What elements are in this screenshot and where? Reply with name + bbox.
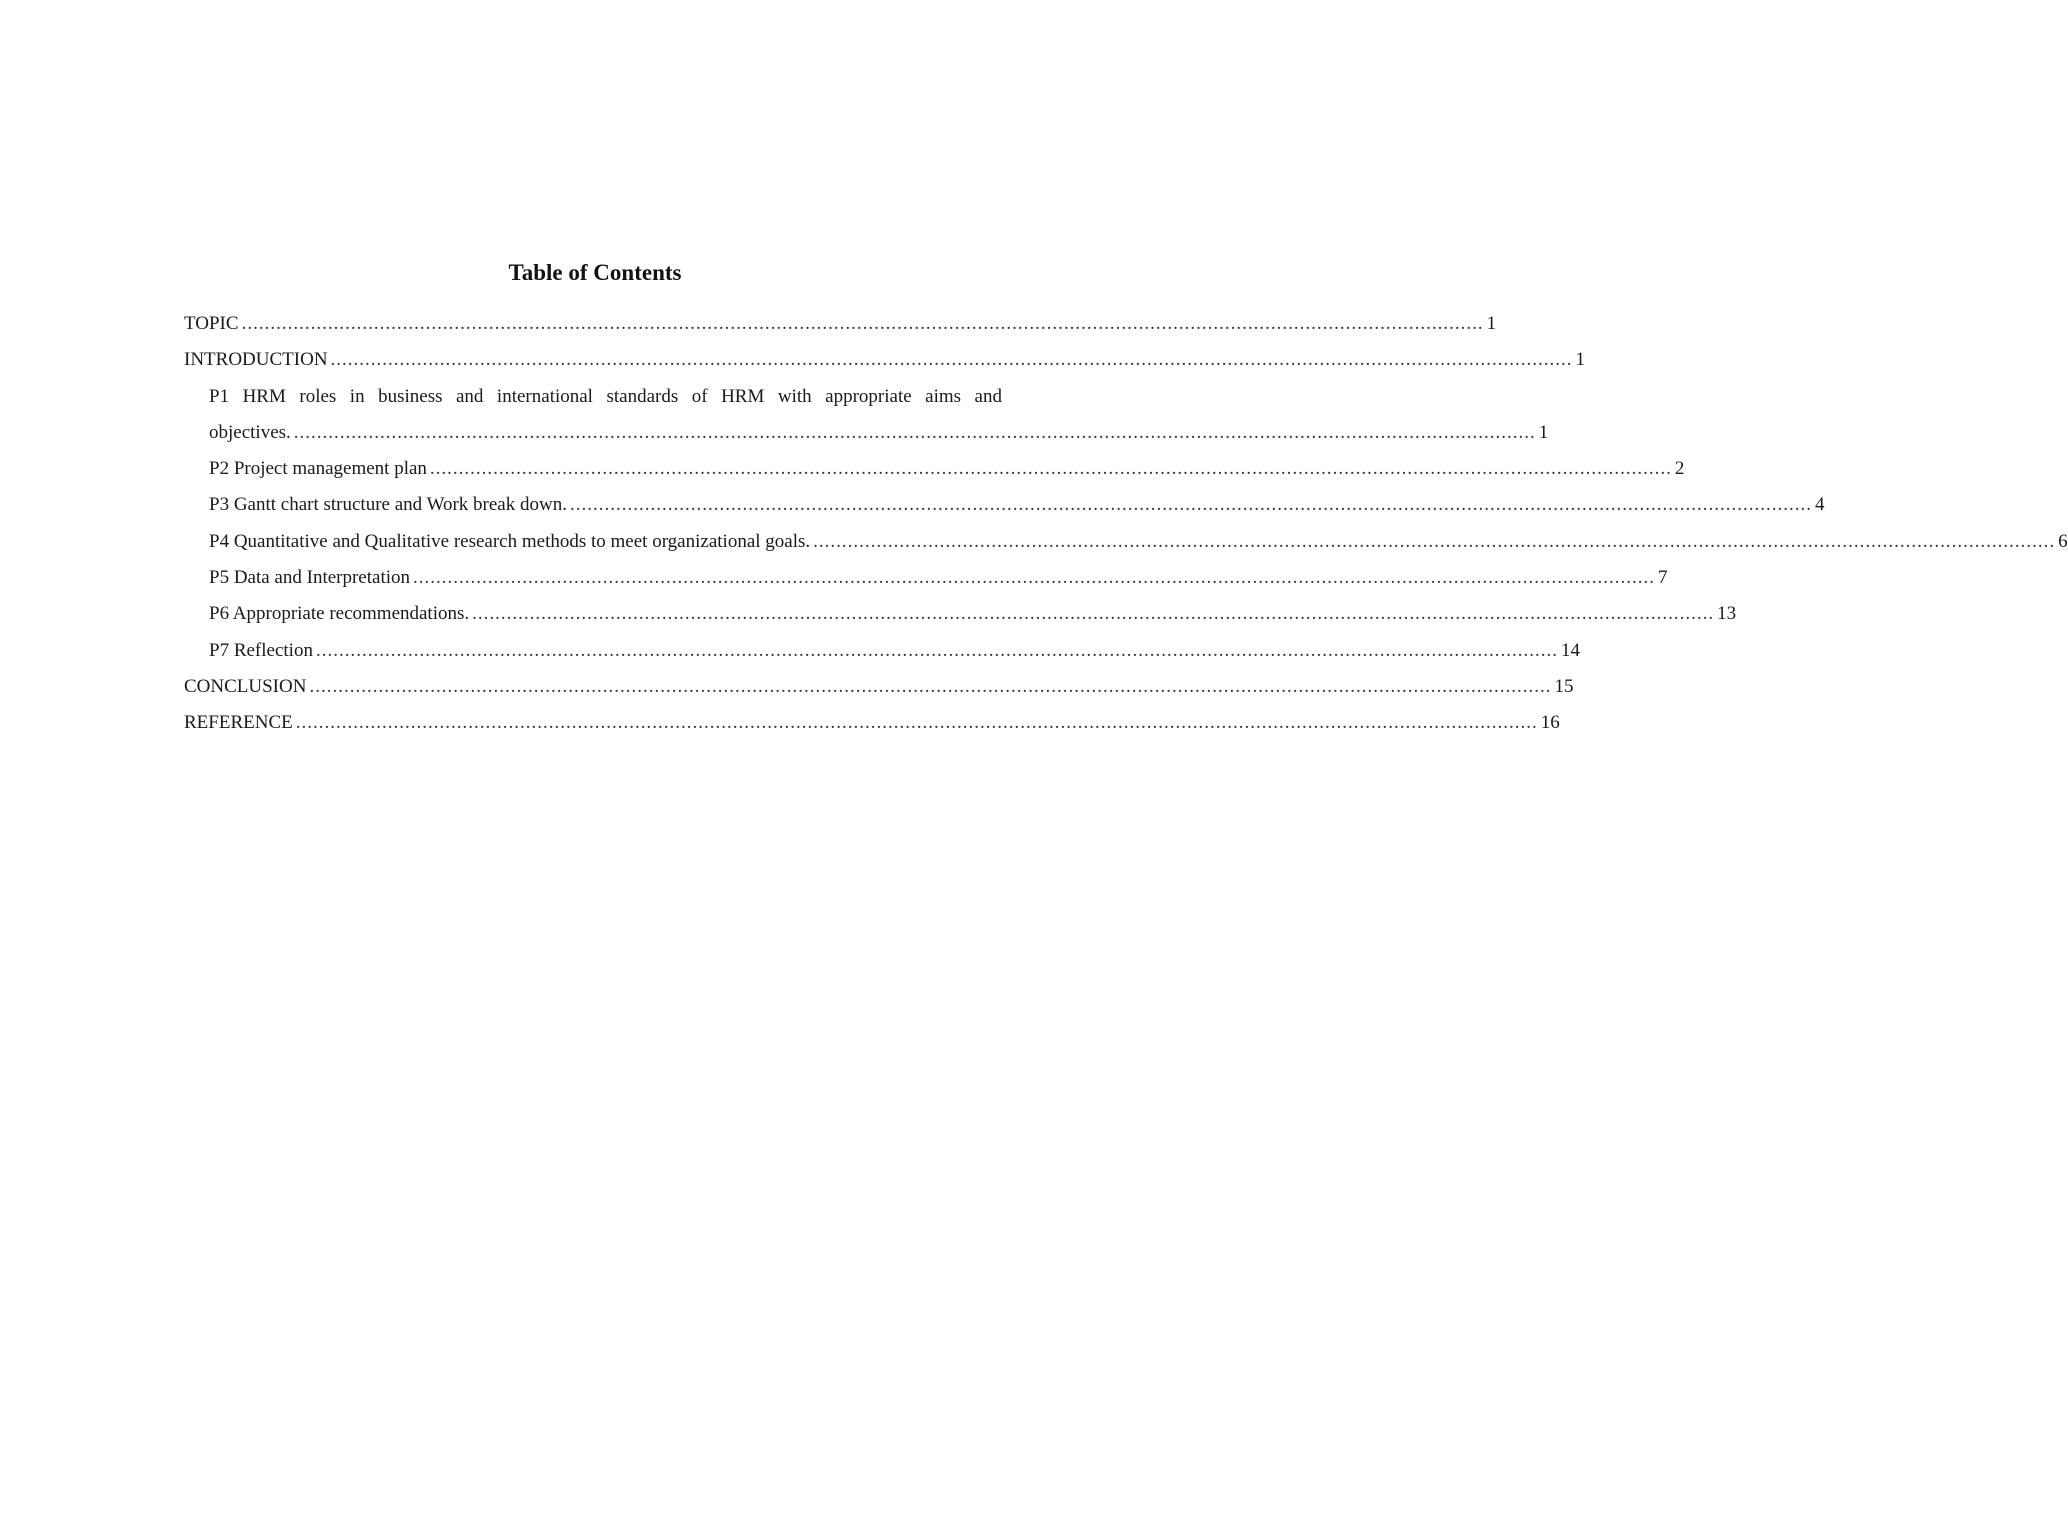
dot-leader: ........................................................................................................................................................................................................................ bbox=[293, 421, 1536, 443]
toc-entry-label: P5 Data and Interpretation bbox=[209, 567, 411, 589]
toc-title: Table of Contents bbox=[508, 260, 682, 285]
toc-entry-conclusion[interactable] bbox=[184, 669, 1574, 705]
toc-entry-p7[interactable] bbox=[209, 633, 1580, 669]
toc-entry-label-line2: objectives. bbox=[209, 421, 291, 443]
toc-entry-p3[interactable] bbox=[209, 487, 1825, 523]
toc-entry-label-line1: P1 HRM roles in business and international standards of HRM with appropriate aims and bbox=[209, 385, 1002, 407]
toc-entry-label: P6 Appropriate recommendations. bbox=[209, 603, 470, 625]
dot-leader: ........................................................................................................................................................................................................................ bbox=[429, 458, 1672, 480]
dot-leader: ........................................................................................................................................................................................................................ bbox=[413, 567, 1656, 589]
toc-page-number: 1 bbox=[1538, 421, 1549, 443]
toc-entry-label: TOPIC bbox=[184, 313, 239, 334]
dot-leader: ........................................................................................................................................................................................................................ bbox=[241, 313, 1484, 334]
toc-page-number: 13 bbox=[1717, 603, 1737, 625]
toc-entry-p6[interactable] bbox=[209, 596, 1737, 632]
toc-page-number: 15 bbox=[1554, 675, 1574, 697]
toc-page-number: 1 bbox=[1486, 313, 1497, 334]
dot-leader: ........................................................................................................................................................................................................................ bbox=[315, 639, 1558, 661]
dot-leader: ........................................................................................................................................................................................................................ bbox=[295, 712, 1538, 734]
dot-leader: ........................................................................................................................................................................................................................ bbox=[569, 494, 1812, 516]
toc-entry-label: P3 Gantt chart structure and Work break down. bbox=[209, 494, 567, 516]
toc-entry-introduction[interactable] bbox=[184, 342, 1586, 378]
toc-page-number: 16 bbox=[1540, 712, 1560, 734]
toc-entry-reference[interactable] bbox=[184, 705, 1560, 741]
toc-page-number: 1 bbox=[1575, 349, 1586, 371]
toc-page-number: 14 bbox=[1560, 639, 1580, 661]
toc-entry-p5[interactable] bbox=[209, 560, 1668, 596]
dot-leader: ........................................................................................................................................................................................................................ bbox=[330, 349, 1573, 371]
toc-entry-label: INTRODUCTION bbox=[184, 349, 328, 371]
toc-entry-p2[interactable] bbox=[209, 451, 1685, 487]
toc-entry-label: CONCLUSION bbox=[184, 675, 307, 697]
toc-page-number: 4 bbox=[1814, 494, 1825, 516]
toc-entry-p4[interactable] bbox=[209, 524, 2068, 560]
dot-leader: ........................................................................................................................................................................................................................ bbox=[309, 675, 1552, 697]
toc-page-number: 2 bbox=[1674, 458, 1685, 480]
toc-page-number: 7 bbox=[1658, 567, 1668, 589]
toc-entry-p1[interactable] bbox=[209, 379, 1549, 452]
toc-page-number: 6 bbox=[2058, 530, 2068, 552]
toc-entry-line2 bbox=[209, 415, 1549, 451]
toc-entry-label: REFERENCE bbox=[184, 712, 293, 734]
toc-entry-label: P2 Project management plan bbox=[209, 458, 427, 480]
toc-entry-label: P7 Reflection bbox=[209, 639, 313, 661]
toc-entry-topic[interactable] bbox=[184, 306, 1497, 342]
toc-entry-label: P4 Quantitative and Qualitative research methods to meet organizational goals. bbox=[209, 530, 811, 552]
dot-leader: ........................................................................................................................................................................................................................ bbox=[472, 603, 1715, 625]
toc-list bbox=[184, 306, 2068, 742]
dot-leader: ........................................................................................................................................................................................................................ bbox=[813, 530, 2056, 552]
